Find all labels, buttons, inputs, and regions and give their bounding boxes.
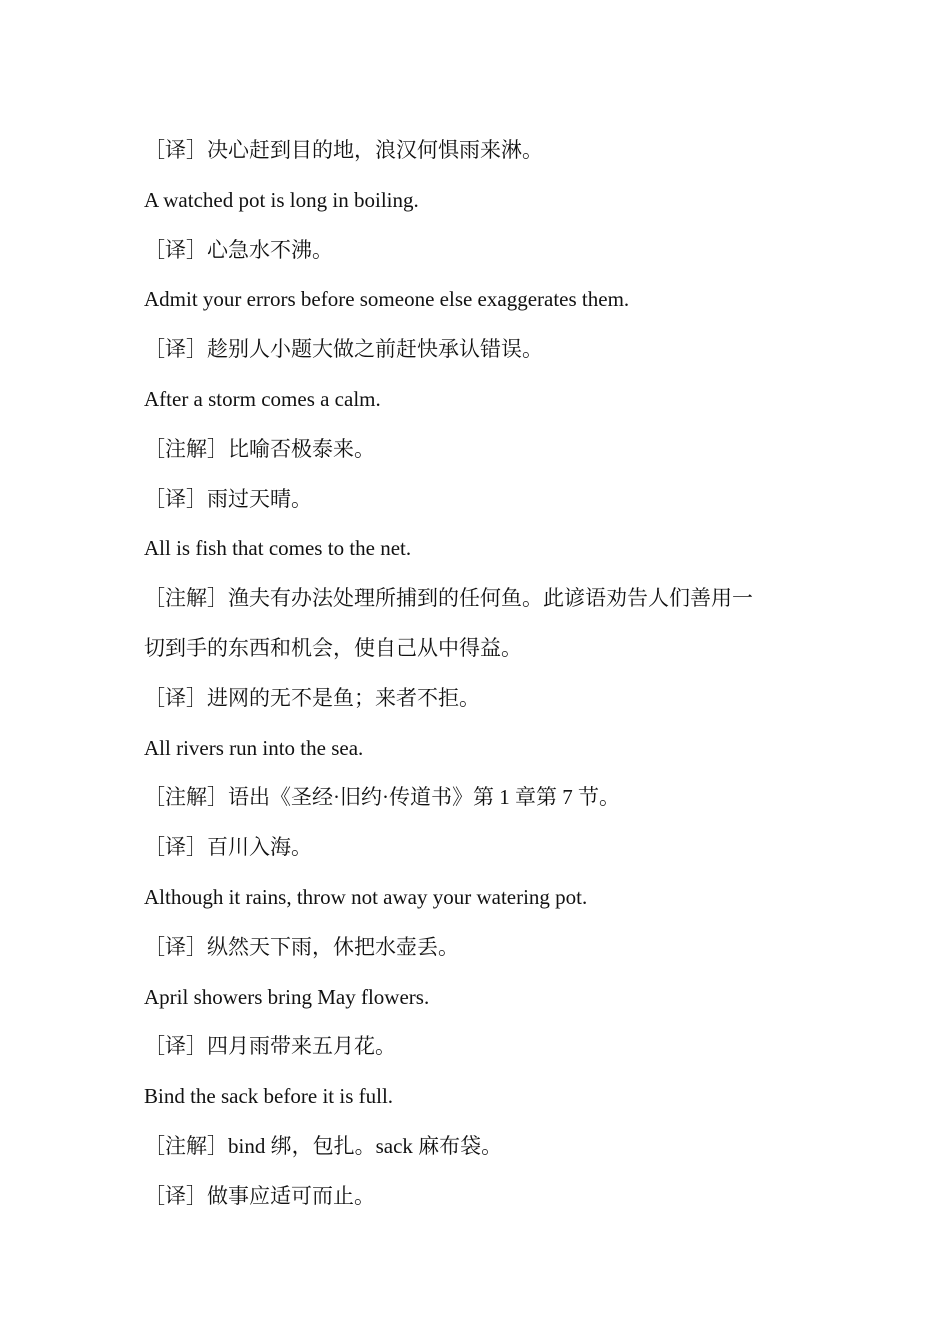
proverb-line: Although it rains, throw not away your watering pot. — [144, 884, 588, 909]
proverb-line: Admit your errors before someone else exaggerates them. — [144, 287, 630, 312]
translation-line: ［译］进网的无不是鱼；来者不拒。 — [144, 685, 480, 710]
proverb-line: A watched pot is long in boiling. — [144, 187, 419, 212]
proverb-line: April showers bring May flowers. — [144, 984, 430, 1009]
translation-line: ［译］做事应适可而止。 — [144, 1183, 375, 1208]
annotation-line: ［注解］语出《圣经·旧约·传道书》第 1 章第 7 节。 — [144, 785, 620, 810]
translation-line: ［译］纵然天下雨，休把水壶丢。 — [144, 934, 459, 959]
document-page — [144, 126, 824, 1222]
annotation-line-continued: 切到手的东西和机会，使自己从中得益。 — [144, 635, 522, 660]
proverb-line: All is fish that comes to the net. — [144, 536, 412, 561]
annotation-line: ［注解］比喻否极泰来。 — [144, 436, 375, 461]
proverb-line: Bind the sack before it is full. — [144, 1084, 394, 1109]
translation-line: ［译］决心赶到目的地，浪汉何惧雨来淋。 — [144, 138, 543, 162]
proverb-line: After a storm comes a calm. — [144, 386, 381, 411]
proverb-line: All rivers run into the sea. — [144, 735, 364, 760]
translation-line: ［译］趁别人小题大做之前赶快承认错误。 — [144, 337, 543, 362]
translation-line: ［译］心急水不沸。 — [144, 237, 333, 262]
annotation-line: ［注解］bind 绑，包扎。sack 麻布袋。 — [144, 1133, 503, 1158]
translation-line: ［译］雨过天晴。 — [144, 486, 312, 511]
annotation-line: ［注解］渔夫有办法处理所捕到的任何鱼。此谚语劝告人们善用一 — [144, 586, 753, 611]
translation-line: ［译］四月雨带来五月花。 — [144, 1034, 396, 1059]
translation-line: ［译］百川入海。 — [144, 835, 312, 860]
